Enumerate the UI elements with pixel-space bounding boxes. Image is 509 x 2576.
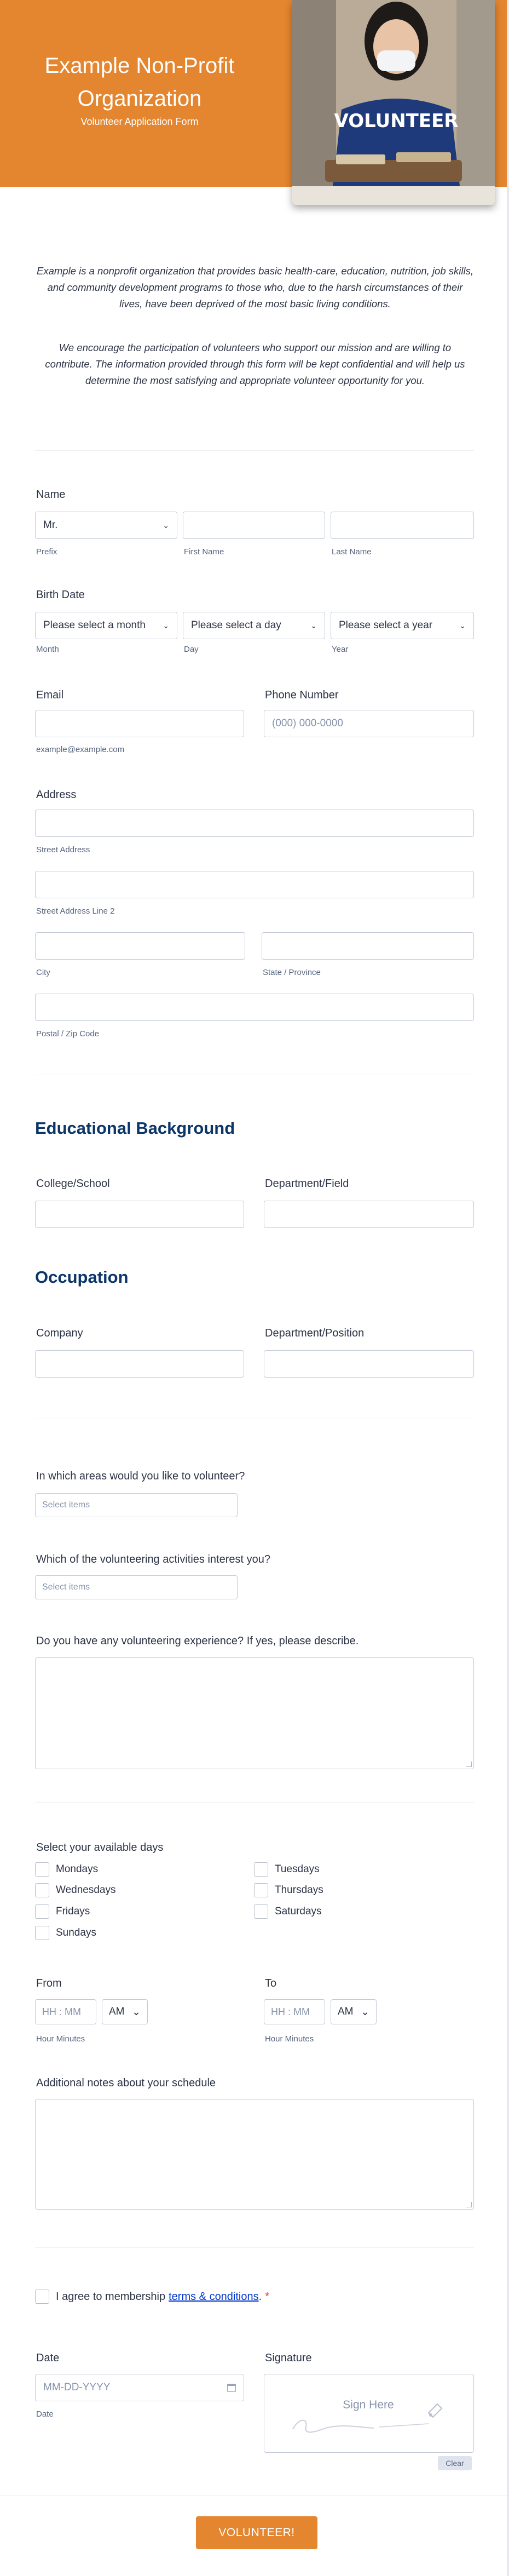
- name-label: Name: [36, 489, 66, 501]
- required-marker: *: [265, 2290, 269, 2303]
- last-name-input[interactable]: [331, 512, 474, 539]
- terms-suffix: .: [258, 2290, 262, 2303]
- street-address-2-input[interactable]: [35, 871, 474, 898]
- email-label: Email: [36, 689, 64, 701]
- month-sublabel: Month: [36, 645, 59, 654]
- first-name-input[interactable]: [183, 512, 325, 539]
- intro-paragraph-1: Example is a nonprofit organization that provides basic health-care, education, nutrition, job skills, and community development programs to those who, due to the harsh circumstances of their lives, have been deprived of the most basic living conditions.: [37, 265, 473, 309]
- notes-textarea[interactable]: [35, 2099, 474, 2210]
- divider: [35, 1802, 474, 1803]
- position-input[interactable]: [264, 1350, 474, 1378]
- street-address-input[interactable]: [35, 810, 474, 837]
- day-option-label: Mondays: [56, 1863, 99, 1875]
- prefix-select[interactable]: [35, 512, 177, 539]
- areas-label: In which areas would you like to volunteer?: [36, 1470, 245, 1482]
- divider: [35, 450, 474, 451]
- checkbox[interactable]: [35, 1883, 49, 1897]
- phone-field[interactable]: (000) 000-0000: [264, 710, 474, 737]
- experience-textarea[interactable]: [35, 1657, 474, 1769]
- shirt-text: VOLUNTEER: [334, 110, 459, 132]
- footer-divider: [0, 2495, 509, 2496]
- day-checkbox-mondays[interactable]: [35, 1862, 98, 1877]
- intro-paragraph-2: We encourage the participation of volunteers who support our mission and are willing to contribute. The information provided through this form will be kept confidential and will help us determine the most satisfying and appropriate volunteer opportunity for you.: [45, 342, 465, 386]
- birth-year-select[interactable]: [331, 612, 474, 639]
- terms-text: I agree to membership: [56, 2290, 166, 2303]
- birth-day-value: Please select a day: [191, 619, 281, 631]
- resize-handle-icon[interactable]: [466, 2202, 472, 2207]
- terms-agreement: [35, 2290, 269, 2304]
- signature-pad[interactable]: [264, 2374, 474, 2453]
- day-checkbox-fridays[interactable]: [35, 1904, 90, 1919]
- checkbox[interactable]: [254, 1883, 268, 1897]
- chevron-down-icon: ⌄: [310, 621, 317, 630]
- from-time-sublabel: Hour Minutes: [36, 2034, 85, 2044]
- header-photo: [292, 0, 495, 205]
- department-label: Department/Field: [265, 1178, 349, 1190]
- signature-placeholder-art: [264, 2374, 475, 2453]
- street-address-2-sublabel: Street Address Line 2: [36, 907, 115, 916]
- day-checkbox-saturdays[interactable]: [254, 1904, 322, 1919]
- birth-month-select[interactable]: [35, 612, 177, 639]
- city-sublabel: City: [36, 968, 50, 977]
- divider: [35, 2247, 474, 2248]
- date-placeholder: MM-DD-YYYY: [43, 2382, 111, 2393]
- clear-signature-button[interactable]: Clear: [438, 2456, 472, 2470]
- education-heading: Educational Background: [35, 1118, 235, 1138]
- birth-day-select[interactable]: [183, 612, 325, 639]
- street-address-sublabel: Street Address: [36, 845, 90, 854]
- day-checkbox-wednesdays[interactable]: [35, 1883, 116, 1897]
- terms-checkbox[interactable]: [35, 2290, 49, 2304]
- day-option-label: Sundays: [56, 1927, 96, 1938]
- department-input[interactable]: [264, 1201, 474, 1228]
- terms-link[interactable]: terms & conditions: [169, 2290, 259, 2303]
- date-sublabel: Date: [36, 2409, 54, 2419]
- resize-handle-icon[interactable]: [466, 1762, 472, 1767]
- from-ampm-select[interactable]: [102, 1999, 148, 2024]
- chevron-down-icon: ⌄: [459, 621, 466, 630]
- prefix-sublabel: Prefix: [36, 547, 57, 556]
- postal-input[interactable]: [35, 994, 474, 1021]
- checkbox[interactable]: [254, 1862, 268, 1877]
- checkbox[interactable]: [35, 1904, 49, 1919]
- pen-icon: [429, 2404, 442, 2417]
- day-option-label: Wednesdays: [56, 1884, 116, 1896]
- city-input[interactable]: [35, 932, 245, 960]
- to-ampm-value: AM: [338, 2006, 354, 2017]
- position-label: Department/Position: [265, 1327, 365, 1339]
- notes-label: Additional notes about your schedule: [36, 2077, 216, 2089]
- signature-label: Signature: [265, 2352, 312, 2364]
- days-label: Select your available days: [36, 1841, 164, 1854]
- day-sublabel: Day: [184, 645, 199, 654]
- day-option-label: Saturdays: [275, 1906, 322, 1917]
- experience-label: Do you have any volunteering experience? If yes, please describe.: [36, 1635, 359, 1647]
- address-label: Address: [36, 789, 77, 801]
- submit-button[interactable]: VOLUNTEER!: [196, 2516, 317, 2549]
- checkbox[interactable]: [35, 1862, 49, 1877]
- to-time-input[interactable]: HH : MM: [264, 1999, 325, 2024]
- email-field[interactable]: [35, 710, 244, 737]
- day-option-label: Tuesdays: [275, 1863, 320, 1875]
- college-label: College/School: [36, 1178, 110, 1190]
- first-name-sublabel: First Name: [184, 547, 224, 556]
- year-sublabel: Year: [332, 645, 349, 654]
- date-input[interactable]: [35, 2374, 244, 2401]
- day-option-label: Thursdays: [275, 1884, 323, 1896]
- areas-multiselect[interactable]: Select items: [35, 1493, 238, 1517]
- form-header: [0, 0, 509, 187]
- chevron-down-icon: ⌄: [163, 520, 169, 530]
- phone-label: Phone Number: [265, 689, 339, 701]
- last-name-sublabel: Last Name: [332, 547, 372, 556]
- day-option-label: Fridays: [56, 1906, 90, 1917]
- from-ampm-value: AM: [109, 2006, 125, 2017]
- day-checkbox-thursdays[interactable]: [254, 1883, 323, 1897]
- from-label: From: [36, 1977, 62, 1989]
- activities-multiselect[interactable]: Select items: [35, 1575, 238, 1599]
- prefix-value: Mr.: [43, 519, 58, 531]
- birth-year-value: Please select a year: [339, 619, 433, 631]
- date-label: Date: [36, 2352, 60, 2364]
- checkbox[interactable]: [35, 1926, 49, 1940]
- page-title: Example Non-Profit Organization: [44, 54, 235, 111]
- checkbox[interactable]: [254, 1904, 268, 1919]
- chevron-down-icon: ⌄: [163, 621, 169, 630]
- company-input[interactable]: [35, 1350, 244, 1378]
- chevron-down-icon: ⌄: [132, 2006, 141, 2018]
- chevron-down-icon: ⌄: [361, 2006, 369, 2018]
- to-ampm-select[interactable]: [331, 1999, 377, 2024]
- scrollbar[interactable]: [507, 0, 509, 2576]
- to-time-sublabel: Hour Minutes: [265, 2034, 314, 2044]
- college-input[interactable]: [35, 1201, 244, 1228]
- to-label: To: [265, 1977, 277, 1989]
- state-sublabel: State / Province: [263, 968, 321, 977]
- day-checkbox-sundays[interactable]: [35, 1926, 96, 1940]
- email-hint: example@example.com: [36, 745, 125, 754]
- from-time-input[interactable]: HH : MM: [35, 1999, 96, 2024]
- day-checkbox-tuesdays[interactable]: [254, 1862, 320, 1877]
- company-label: Company: [36, 1327, 83, 1339]
- birth-month-value: Please select a month: [43, 619, 146, 631]
- state-input[interactable]: [262, 932, 474, 960]
- calendar-icon[interactable]: [227, 2384, 236, 2392]
- activities-label: Which of the volunteering activities interest you?: [36, 1553, 270, 1565]
- postal-sublabel: Postal / Zip Code: [36, 1029, 100, 1039]
- occupation-heading: Occupation: [35, 1267, 129, 1287]
- page-subtitle: Volunteer Application Form: [80, 116, 199, 127]
- signature-placeholder: Sign Here: [343, 2399, 394, 2411]
- birth-date-label: Birth Date: [36, 589, 85, 601]
